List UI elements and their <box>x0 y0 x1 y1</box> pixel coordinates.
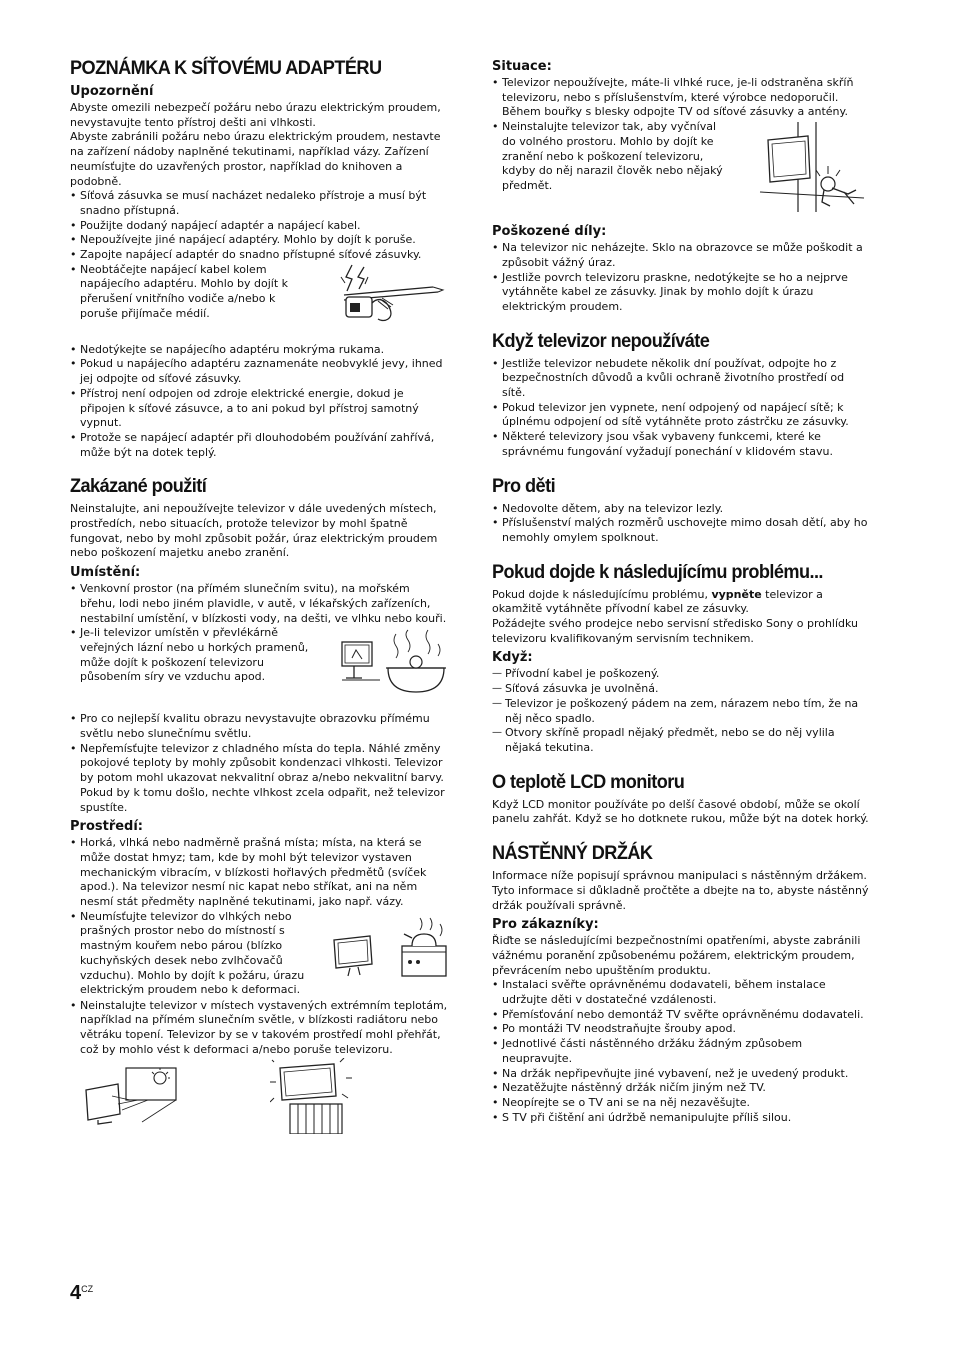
notused-section-title: Když televizor nepoužíváte <box>492 329 710 352</box>
environment-heading: Prostředí: <box>70 819 144 835</box>
customers-intro: Řiďte se následujícími bezpečnostními opatřeními, abyste zabránili vážnému poranění způsobenému požárem, elektrickým proudem, převrácením nebo upuštěním produktu. <box>492 934 861 977</box>
page-language-code: CZ <box>81 1284 94 1294</box>
list-item: • Horká, vlhká nebo nadměrně prašná místa; místa, na která se může dostat hmyz; tam, kde by mohl být televizor vystaven mechanickým vibracím, v blízkosti hořlavých předmětů (svíček apod.). Na televizor nesmí nic kapat nebo stříkat, ani na něm nesmí stát předměty naplněné tekutinami, jako např. vázy. <box>70 836 448 910</box>
list-item: • Nedovolte dětem, aby na televizor lezly. <box>492 502 870 517</box>
list-item: • Příslušenství malých rozměrů uschovejte mimo dosah dětí, aby ho nemohly omylem spolknout. <box>492 516 870 545</box>
problem-intro-bold: vypněte <box>711 587 762 601</box>
list-item: • Protože se napájecí adaptér při dlouhodobém používání zahřívá, může být na dotek teplý. <box>70 431 448 460</box>
problem-section-title: Pokud dojde k následujícímu problému... <box>492 560 823 583</box>
location-list-wrap <box>70 626 320 685</box>
location-heading: Umístění: <box>70 565 141 581</box>
kitchen-tv-icon <box>330 916 450 980</box>
list-item: • Nepřemísťujte televizor z chladného místa do tepla. Náhlé změny pokojové teploty by mohly způsobit kondenzaci vlhkosti. Televizor by potom mohl ukazovat nekvalitní obraz a/nebo nekvalitní barvy. Pokud by k tomu došlo, nechte vlhkost zcela odpařit, než televizor spustíte. <box>70 742 448 816</box>
list-item: — Otvory skříně propadl nějaký předmět, nebo se do něj vylila nějaká tekutina. <box>492 726 870 755</box>
wall-section-title: NÁSTĚNNÝ DRŽÁK <box>492 842 653 865</box>
situations-list-wrap <box>492 120 728 194</box>
problem-intro-text: Pokud dojde k následujícímu problému, <box>492 587 712 601</box>
lcd-section-title: O teplotě LCD monitoru <box>492 770 685 793</box>
list-item: • Některé televizory jsou však vybaveny funkcemi, které ke správnému fungování vyžadují ponechání v klidovém stavu. <box>492 430 870 459</box>
caution-heading: Upozornění <box>70 84 154 99</box>
list-item: — Televizor je poškozený pádem na zem, nárazem nebo tím, že na něj něco spadlo. <box>492 697 870 726</box>
environment-list-a1 <box>70 836 448 910</box>
list-item: • Použijte dodaný napájecí adaptér a napájecí kabel. <box>70 219 448 234</box>
when-heading: Když: <box>492 650 533 666</box>
adapter-list-b <box>70 343 448 461</box>
adapter-list-wrap <box>70 263 306 322</box>
environment-list-wrap <box>70 910 320 998</box>
list-item: • Instalaci svěřte oprávněnému dodavateli, během instalace udržujte děti v dostatečné vzdálenosti. <box>492 978 870 1007</box>
customers-list <box>492 978 870 1125</box>
list-item: • Zapojte napájecí adaptér do snadno přístupné síťové zásuvky. <box>70 248 448 263</box>
adapter-cable-icon <box>338 263 450 329</box>
list-item: • Jednotlivé části nástěnného držáku žádným způsobem neupravujte. <box>492 1037 870 1066</box>
location-list-b <box>70 712 448 815</box>
problem-intro <box>492 588 870 617</box>
notused-list <box>492 357 870 460</box>
adapter-intro-2: Abyste zabránili požáru nebo úrazu elektrickým proudem, nestavte na zařízení nádoby naplněné tekutinami, například vázy. Zařízení neumísťujte do uzavřených prostor, například do knihoven a podobně. <box>70 130 441 188</box>
prohibited-section-title: Zakázané použití <box>70 475 207 498</box>
list-item: • Nedotýkejte se napájecího adaptéru mokrýma rukama. <box>70 343 448 358</box>
list-item: — Síťová zásuvka je uvolněná. <box>492 682 870 697</box>
problem-intro-2: Požádejte svého prodejce nebo servisní středisko Sony o prohlídku televizoru kvalifikovaným servisním technikem. <box>492 617 859 645</box>
list-item: • Jestliže povrch televizoru praskne, nedotýkejte se ho a nejprve vytáhněte kabel ze zásuvky. Jinak by mohlo dojít k úrazu elektrickým proudem. <box>492 271 870 315</box>
list-item: • Nepoužívejte jiné napájecí adaptéry. Mohlo by dojít k poruše. <box>70 233 448 248</box>
location-list-a1 <box>70 582 448 626</box>
list-item: • Venkovní prostor (na přímém slunečním svitu), na mořském břehu, lodi nebo jiném plavidle, v autě, v lékařských zařízeních, nestabilní umístění, v blízkosti vody, na dešti, ve vlhku nebo kouři. <box>70 582 448 626</box>
left-column <box>70 56 448 1148</box>
list-item: • S TV při čištění ani údržbě nemanipulujte příliš silou. <box>492 1111 870 1126</box>
page-number-value: 4 <box>70 1282 82 1304</box>
heater-tv-icon <box>270 1058 356 1134</box>
right-column <box>492 56 870 1125</box>
list-item: • Síťová zásuvka se musí nacházet nedaleko přístroje a musí být snadno přístupná. <box>70 189 448 218</box>
wall-intro: Informace níže popisují správnou manipulaci s nástěnným držákem. Tyto informace si důkladně pročtěte a dbejte na to, abyste nástěnný držák používali správně. <box>492 869 869 912</box>
list-item: • Jestliže televizor nebudete několik dní používat, odpojte ho z bezpečnostních důvodů a kvůli ochraně životního prostředí od sítě. <box>492 357 870 401</box>
protruding-tv-icon <box>758 122 870 214</box>
bath-tv-icon <box>336 628 450 698</box>
list-item: • Pokud u napájecího adaptéru zaznamenáte neobvyklé jevy, ihned jej odpojte od síťové zásuvky. <box>70 357 448 386</box>
list-item: • Neobtáčejte napájecí kabel kolem napájecího adaptéru. Mohlo by dojít k přerušení vnitřního vodiče a/nebo k poruše přijímače médií. <box>70 263 306 322</box>
adapter-list-a <box>70 189 448 263</box>
list-item: • Neopírejte se o TV ani se na něj nezavěšujte. <box>492 1096 870 1111</box>
customers-heading: Pro zákazníky: <box>492 917 599 933</box>
adapter-section-title: POZNÁMKA K SÍŤOVÉMU ADAPTÉRU <box>70 57 382 79</box>
page-number <box>70 1282 93 1305</box>
children-section-title: Pro děti <box>492 474 556 497</box>
list-item: • Přístroj není odpojen od zdroje elektrické energie, dokud je připojen k síťové zásuvce, a to ani pokud byl přístroj samotný vypnut. <box>70 387 448 431</box>
situations-heading: Situace: <box>492 59 552 74</box>
situations-list-a <box>492 76 870 120</box>
list-item: • Pro co nejlepší kvalitu obrazu nevystavujte obrazovku přímému světlu nebo slunečnímu světlu. <box>70 712 448 741</box>
list-item: • Televizor nepoužívejte, máte-li vlhké ruce, je-li odstraněna skříň televizoru, nebo s příslušenstvím, které výrobce nedoporučil. Během bouřky s blesky odpojte TV od síťové zásuvky a antény. <box>492 76 870 120</box>
damaged-heading: Poškozené díly: <box>492 224 607 240</box>
adapter-intro-1: Abyste omezili nebezpečí požáru nebo úrazu elektrickým proudem, nevystavujte tento přístroj dešti ani vlhkosti. <box>70 101 441 129</box>
list-item: • Neinstalujte televizor v místech vystavených extrémním teplotám, například na přímém slunečním světle, v blízkosti radiátoru nebo větráku topení. Televizor by se v takovém prostředí mohl přehřát, což by mohlo vést k deformaci a/nebo poruše televizoru. <box>70 999 448 1058</box>
list-item: • Na televizor nic neházejte. Sklo na obrazovce se může poškodit a způsobit vážný úraz. <box>492 241 870 270</box>
damaged-list <box>492 241 870 315</box>
list-item: • Přemísťování nebo demontáž TV svěřte oprávněnému dodavateli. <box>492 1008 870 1023</box>
list-item: • Je-li televizor umístěn v převlékárně veřejných lázní nebo u horkých pramenů, může dojít k poškození televizoru působením síry ve vzduchu apod. <box>70 626 320 685</box>
list-item: • Neinstalujte televizor tak, aby vyčníval do volného prostoru. Mohlo by dojít ke zranění nebo k poškození televizoru, kdyby do něj narazil člověk nebo nějaký předmět. <box>492 120 728 194</box>
list-item: • Na držák nepřipevňujte jiné vybavení, než je uvedený produkt. <box>492 1067 870 1082</box>
list-item: • Pokud televizor jen vypnete, není odpojený od napájecí sítě; k úplnému odpojení od sítě vytáhněte proto zástrčku ze zásuvky. <box>492 401 870 430</box>
children-list <box>492 502 870 546</box>
list-item: • Po montáži TV neodstraňujte šrouby apod. <box>492 1022 870 1037</box>
sunlight-tv-icon <box>82 1066 180 1126</box>
when-list <box>492 667 870 755</box>
problem-intro-text-2: televizor a okamžitě vytáhněte přívodní kabel ze zásuvky. <box>492 587 823 616</box>
list-item: • Nezatěžujte nástěnný držák ničím jiným než TV. <box>492 1081 870 1096</box>
prohibited-intro: Neinstalujte, ani nepoužívejte televizor v dále uvedených místech, prostředích, nebo situacích, protože televizor by mohl špatně fungovat, nebo by mohl způsobit požár, úraz elektrickým proudem nebo poškození majetku anebo zranění. <box>70 502 438 560</box>
list-item: • Neumísťujte televizor do vlhkých nebo prašných prostor nebo do místností s mastným kouřem nebo párou (blízko kuchyňských desek nebo zvlhčovačů vzduchu). Mohlo by dojít k požáru, úrazu elektrickým proudem nebo k deformaci. <box>70 910 320 998</box>
list-item: — Přívodní kabel je poškozený. <box>492 667 870 682</box>
lcd-text: Když LCD monitor používáte po delší časové období, může se okolí panelu zahřát. Když se ho dotknete rukou, může být na dotek horký. <box>492 797 869 826</box>
environment-list-b <box>70 999 448 1058</box>
